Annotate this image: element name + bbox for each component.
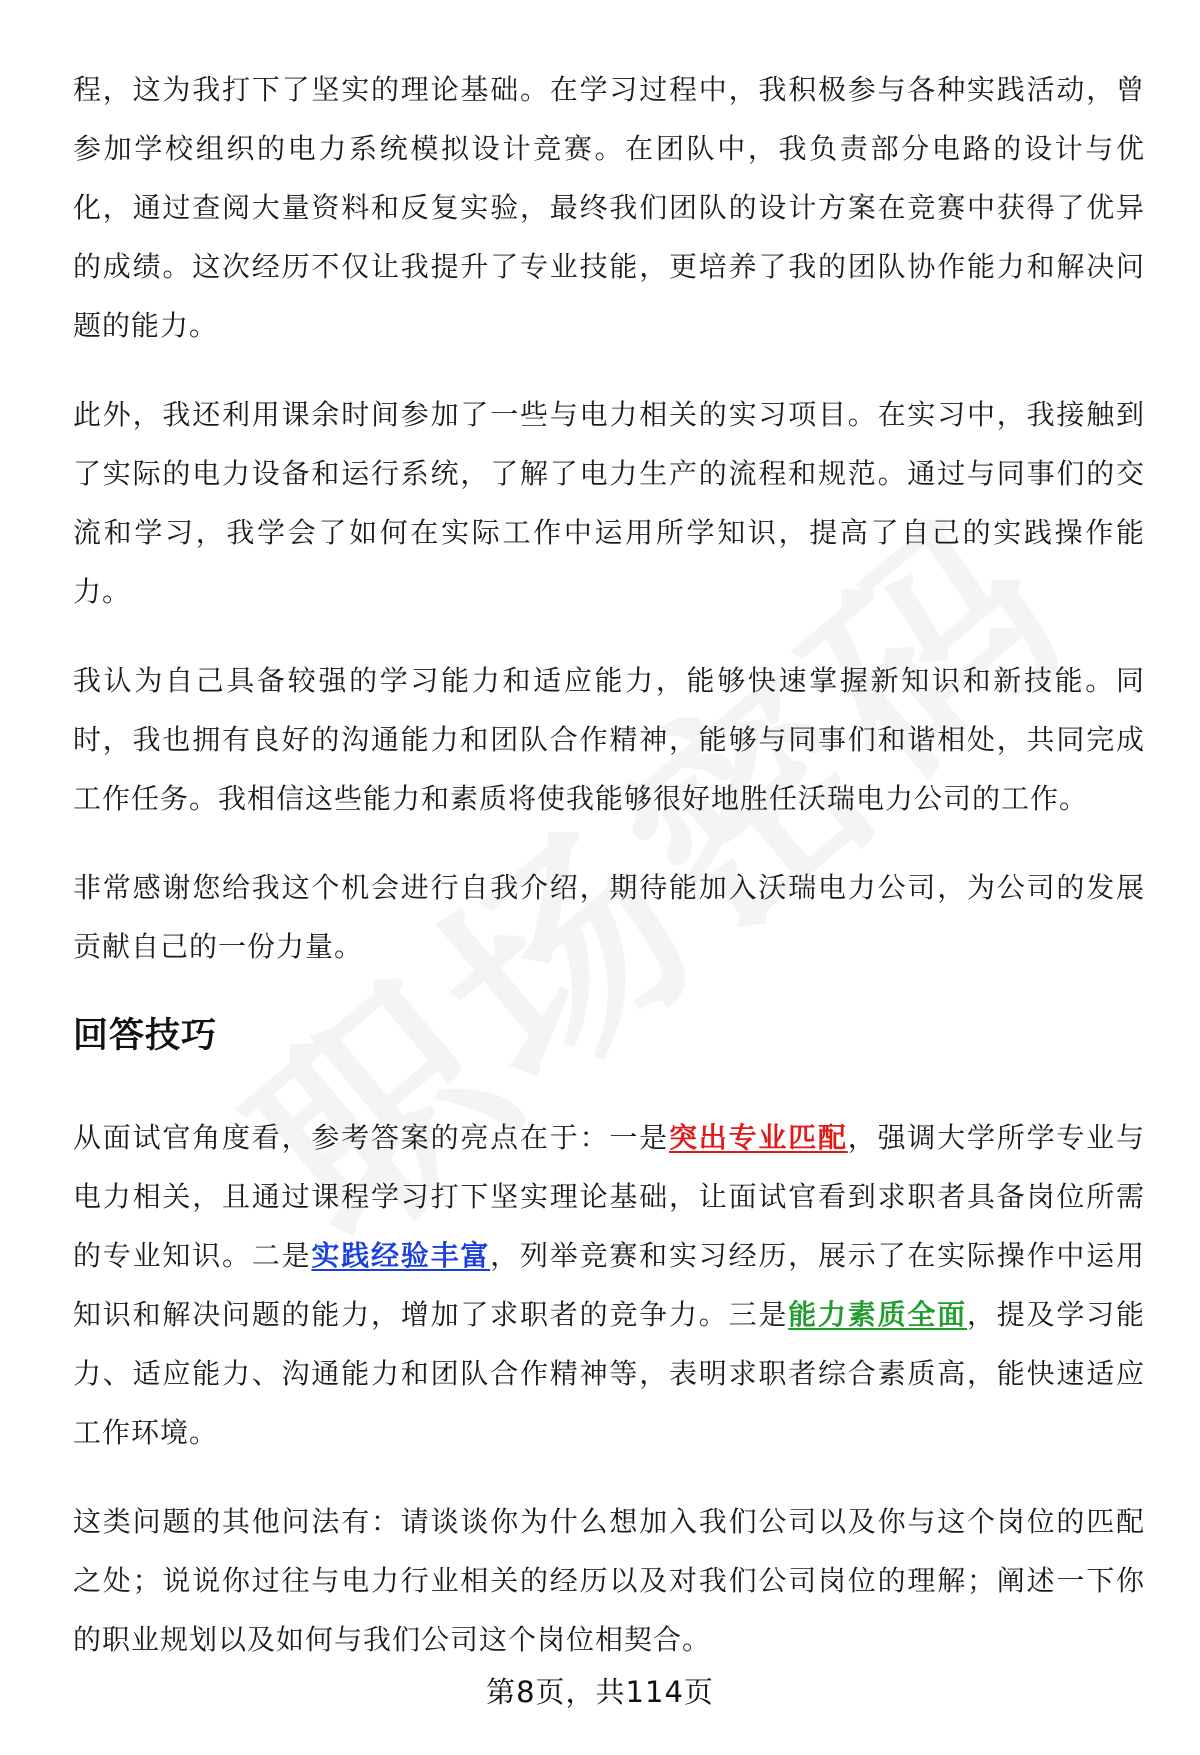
- paragraph-closing: 非常感谢您给我这个机会进行自我介绍，期待能加入沃瑞电力公司，为公司的发展贡献自己的一份力量。: [73, 871, 1145, 963]
- tips-text-1: ，强调大学所学专业与电力相关，且通过课程学习打下坚实理论基础，让面试官看到求职者具备岗位所需的专业知识。二是: [73, 1121, 1145, 1272]
- document-body: [73, 60, 1145, 1699]
- highlight-professional-match: 突出专业匹配: [668, 1121, 848, 1154]
- paragraph-other-questions: 这类问题的其他问法有：请谈谈你为什么想加入我们公司以及你与这个岗位的匹配之处；说说你过往与电力行业相关的经历以及对我们公司岗位的理解；阐述一下你的职业规划以及如何与我们公司这个岗位相契合。: [73, 1505, 1145, 1656]
- highlight-practical-experience: 实践经验丰富: [311, 1239, 491, 1272]
- page-number: 第8页，共114页: [486, 1675, 714, 1709]
- paragraph-education: 程，这为我打下了坚实的理论基础。在学习过程中，我积极参与各种实践活动，曾参加学校组织的电力系统模拟设计竞赛。在团队中，我负责部分电路的设计与优化，通过查阅大量资料和反复实验，最终我们团队的设计方案在竞赛中获得了优异的成绩。这次经历不仅让我提升了专业技能，更培养了我的团队协作能力和解决问题的能力。: [73, 73, 1145, 342]
- paragraph-tips: [73, 1108, 1145, 1462]
- section-heading: 回答技巧: [73, 1016, 218, 1056]
- tips-intro: 从面试官角度看，参考答案的亮点在于：一是: [73, 1121, 669, 1154]
- tips-text-2: ，列举竞赛和实习经历，展示了在实际操作中运用知识和解决问题的能力，增加了求职者的竞争力。三是: [73, 1239, 1145, 1331]
- paragraph-internship: 此外，我还利用课余时间参加了一些与电力相关的实习项目。在实习中，我接触到了实际的电力设备和运行系统，了解了电力生产的流程和规范。通过与同事们的交流和学习，我学会了如何在实际工作中运用所学知识，提高了自己的实践操作能力。: [73, 398, 1145, 608]
- paragraph-abilities: 我认为自己具备较强的学习能力和适应能力，能够快速掌握新知识和新技能。同时，我也拥有良好的沟通能力和团队合作精神，能够与同事们和谐相处，共同完成工作任务。我相信这些能力和素质将使我能够很好地胜任沃瑞电力公司的工作。: [73, 664, 1145, 815]
- highlight-comprehensive-ability: 能力素质全面: [788, 1298, 967, 1331]
- tips-text-3: ，提及学习能力、适应能力、沟通能力和团队合作精神等，表明求职者综合素质高，能快速适应工作环境。: [73, 1298, 1145, 1449]
